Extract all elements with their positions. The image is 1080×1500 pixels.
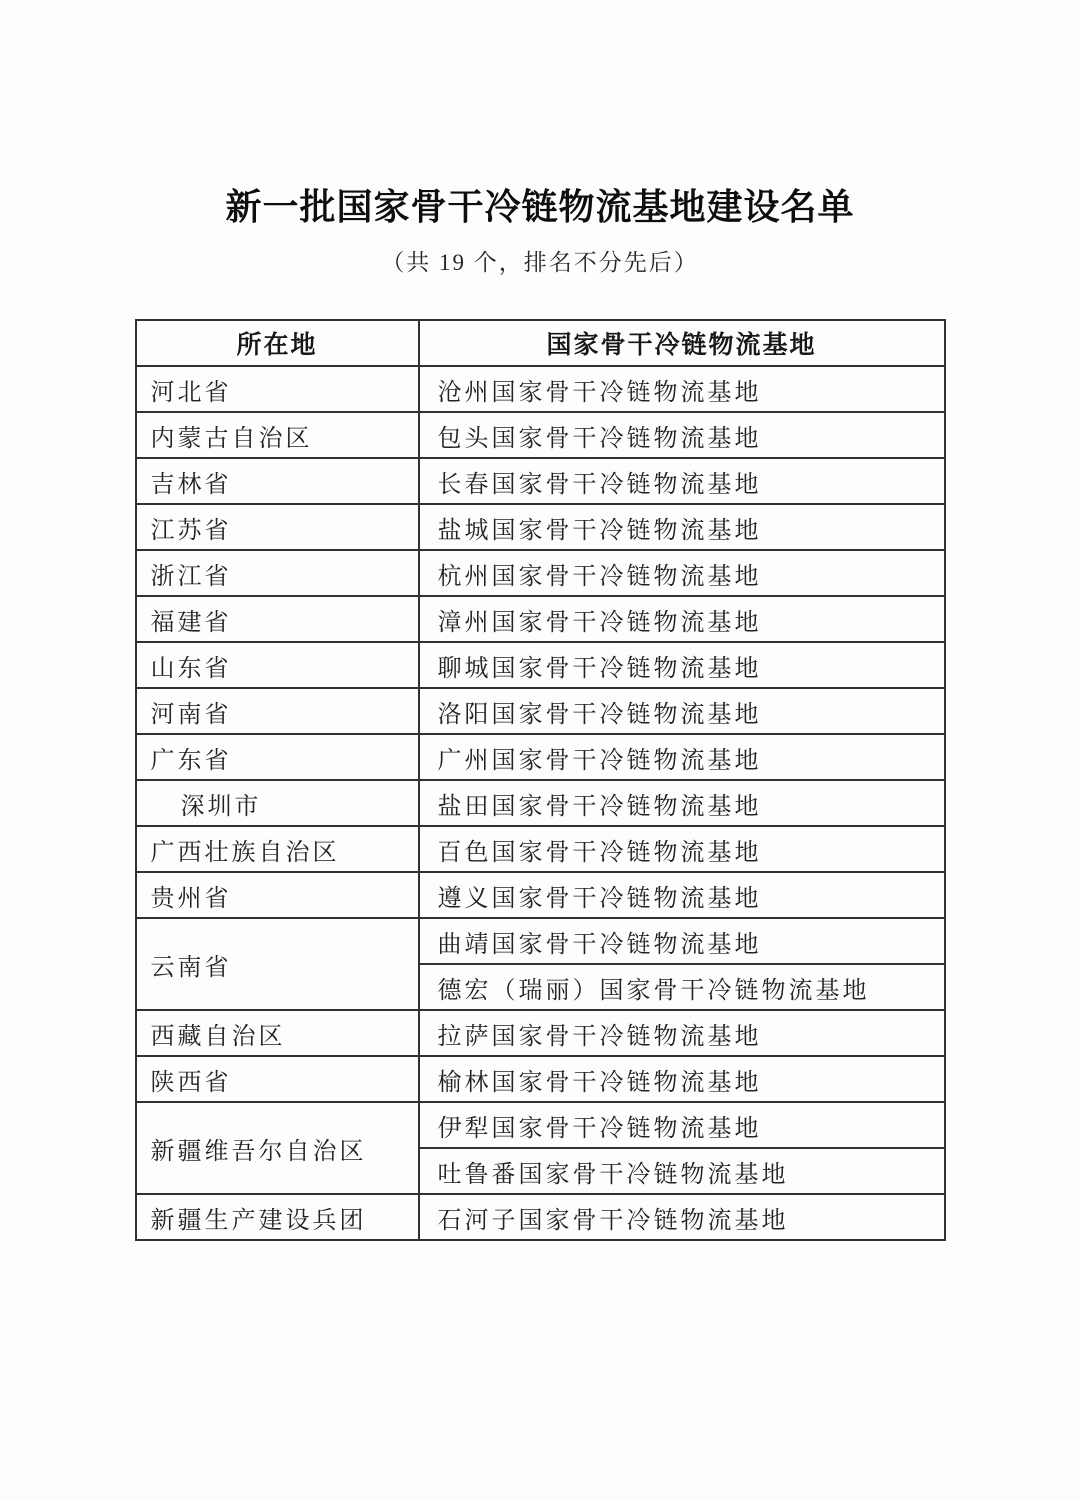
location-cell: 江苏省: [136, 504, 419, 550]
table-row: [136, 458, 945, 504]
column-header-base: 国家骨干冷链物流基地: [419, 320, 945, 366]
location-cell: 陕西省: [136, 1056, 419, 1102]
base-cell: 杭州国家骨干冷链物流基地: [419, 550, 945, 596]
base-cell: 沧州国家骨干冷链物流基地: [419, 366, 945, 412]
table-row: [136, 504, 945, 550]
location-cell: 河北省: [136, 366, 419, 412]
base-cell: 漳州国家骨干冷链物流基地: [419, 596, 945, 642]
location-cell: 西藏自治区: [136, 1010, 419, 1056]
base-cell: 聊城国家骨干冷链物流基地: [419, 642, 945, 688]
page-subtitle: （共 19 个，排名不分先后）: [381, 250, 699, 275]
base-cell: 石河子国家骨干冷链物流基地: [419, 1194, 945, 1240]
table-row: [136, 550, 945, 596]
base-cell: 德宏（瑞丽）国家骨干冷链物流基地: [419, 964, 945, 1010]
table-row: [136, 366, 945, 412]
table-row: [136, 596, 945, 642]
base-cell: 吐鲁番国家骨干冷链物流基地: [419, 1148, 945, 1194]
base-cell: 盐城国家骨干冷链物流基地: [419, 504, 945, 550]
table-row: [136, 826, 945, 872]
page-title: 新一批国家骨干冷链物流基地建设名单: [225, 187, 855, 227]
table-row: [136, 872, 945, 918]
location-cell: 内蒙古自治区: [136, 412, 419, 458]
location-cell: 吉林省: [136, 458, 419, 504]
location-cell: 贵州省: [136, 872, 419, 918]
table-row: [136, 688, 945, 734]
column-header-location: 所在地: [136, 320, 419, 366]
base-cell: 长春国家骨干冷链物流基地: [419, 458, 945, 504]
table-row: [136, 1194, 945, 1240]
base-cell: 盐田国家骨干冷链物流基地: [419, 780, 945, 826]
table-row: [136, 412, 945, 458]
table-row: [136, 1056, 945, 1102]
base-cell: 百色国家骨干冷链物流基地: [419, 826, 945, 872]
base-cell: 洛阳国家骨干冷链物流基地: [419, 688, 945, 734]
table-row: [136, 734, 945, 780]
base-cell: 遵义国家骨干冷链物流基地: [419, 872, 945, 918]
location-cell: 浙江省: [136, 550, 419, 596]
location-cell: 河南省: [136, 688, 419, 734]
base-cell: 包头国家骨干冷链物流基地: [419, 412, 945, 458]
table-row: [136, 642, 945, 688]
table-row: [136, 1010, 945, 1056]
location-cell: 广东省: [136, 734, 419, 780]
location-cell-shenzhen: 深圳市: [136, 780, 419, 826]
table-row: [136, 918, 945, 964]
bases-table: [135, 319, 946, 1241]
location-cell: 福建省: [136, 596, 419, 642]
location-cell: 广西壮族自治区: [136, 826, 419, 872]
base-cell: 拉萨国家骨干冷链物流基地: [419, 1010, 945, 1056]
table-header-row: [136, 320, 945, 366]
location-cell-xinjiang: 新疆维吾尔自治区: [136, 1102, 419, 1194]
base-cell: 伊犁国家骨干冷链物流基地: [419, 1102, 945, 1148]
table-row: [136, 1102, 945, 1148]
base-cell: 曲靖国家骨干冷链物流基地: [419, 918, 945, 964]
base-cell: 榆林国家骨干冷链物流基地: [419, 1056, 945, 1102]
base-cell: 广州国家骨干冷链物流基地: [419, 734, 945, 780]
location-cell: 新疆生产建设兵团: [136, 1194, 419, 1240]
location-cell-yunnan: 云南省: [136, 918, 419, 1010]
table-row: [136, 780, 945, 826]
location-cell: 山东省: [136, 642, 419, 688]
